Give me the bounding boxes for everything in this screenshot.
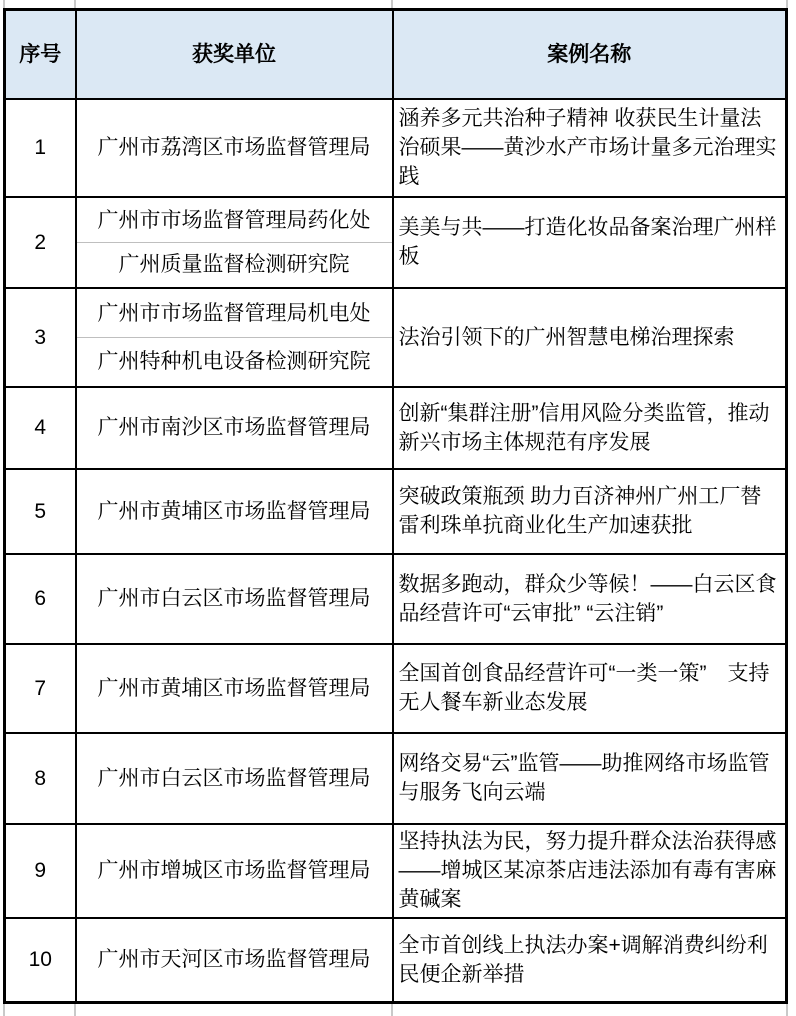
table-row xyxy=(5,554,787,644)
row-number-cell: 10 xyxy=(5,918,76,1003)
column-header-case: 案例名称 xyxy=(393,10,787,99)
table-row xyxy=(5,644,787,733)
row-number-cell: 9 xyxy=(5,824,76,918)
award-unit-cell xyxy=(76,197,393,288)
award-unit-cell: 广州市南沙区市场监督管理局 xyxy=(76,387,393,469)
case-name-cell: 突破政策瓶颈 助力百济神州广州工厂替雷利珠单抗商业化生产加速获批 xyxy=(393,469,787,554)
grid-stub xyxy=(786,0,788,8)
case-name-cell: 全市首创线上执法办案+调解消费纠纷利民便企新举措 xyxy=(393,918,787,1003)
case-name-cell: 全国首创食品经营许可“一类一策” 支持无人餐车新业态发展 xyxy=(393,644,787,733)
row-number-cell: 8 xyxy=(5,733,76,824)
row-number-cell: 3 xyxy=(5,288,76,387)
row-number-cell: 7 xyxy=(5,644,76,733)
case-name-cell: 涵养多元共治种子精神 收获民生计量法治硕果——黄沙水产市场计量多元治理实践 xyxy=(393,99,787,197)
awards-table xyxy=(3,8,788,1004)
row-number-cell: 1 xyxy=(5,99,76,197)
award-unit-line: 广州质量监督检测研究院 xyxy=(77,242,392,285)
row-number-cell: 2 xyxy=(5,197,76,288)
case-name-cell: 创新“集群注册”信用风险分类监管，推动新兴市场主体规范有序发展 xyxy=(393,387,787,469)
table-row xyxy=(5,99,787,197)
award-unit-line: 广州市市场监督管理局机电处 xyxy=(97,302,371,325)
grid-stub xyxy=(391,0,393,8)
award-unit-cell xyxy=(76,288,393,387)
table-body xyxy=(5,99,787,1003)
table-row xyxy=(5,288,787,387)
award-unit-cell: 广州市荔湾区市场监督管理局 xyxy=(76,99,393,197)
case-name-cell: 网络交易“云”监管——助推网络市场监管与服务飞向云端 xyxy=(393,733,787,824)
award-unit-cell: 广州市增城区市场监督管理局 xyxy=(76,824,393,918)
table-row xyxy=(5,387,787,469)
grid-stub xyxy=(74,0,76,8)
award-unit-cell: 广州市白云区市场监督管理局 xyxy=(76,733,393,824)
award-unit-cell: 广州市黄埔区市场监督管理局 xyxy=(76,644,393,733)
case-name-cell: 法治引领下的广州智慧电梯治理探索 xyxy=(393,288,787,387)
case-name-cell: 数据多跑动，群众少等候！——白云区食品经营许可“云审批” “云注销” xyxy=(393,554,787,644)
row-number-cell: 4 xyxy=(5,387,76,469)
award-unit-cell: 广州市天河区市场监督管理局 xyxy=(76,918,393,1003)
grid-stub xyxy=(3,0,5,8)
column-header-unit: 获奖单位 xyxy=(76,10,393,99)
award-unit-cell: 广州市黄埔区市场监督管理局 xyxy=(76,469,393,554)
header-row xyxy=(5,10,787,99)
award-unit-line: 广州特种机电设备检测研究院 xyxy=(77,337,392,384)
award-unit-line: 广州市市场监督管理局药化处 xyxy=(97,209,371,232)
case-name-cell: 美美与共——打造化妆品备案治理广州样板 xyxy=(393,197,787,288)
table-row xyxy=(5,197,787,288)
row-number-cell: 5 xyxy=(5,469,76,554)
table-row xyxy=(5,824,787,918)
row-number-cell: 6 xyxy=(5,554,76,644)
table-row xyxy=(5,918,787,1003)
table-row xyxy=(5,733,787,824)
column-header-no: 序号 xyxy=(5,10,76,99)
table-header xyxy=(5,10,787,99)
table-row xyxy=(5,469,787,554)
award-unit-cell: 广州市白云区市场监督管理局 xyxy=(76,554,393,644)
case-name-cell: 坚持执法为民，努力提升群众法治获得感 ——增城区某凉茶店违法添加有毒有害麻黄碱案 xyxy=(393,824,787,918)
